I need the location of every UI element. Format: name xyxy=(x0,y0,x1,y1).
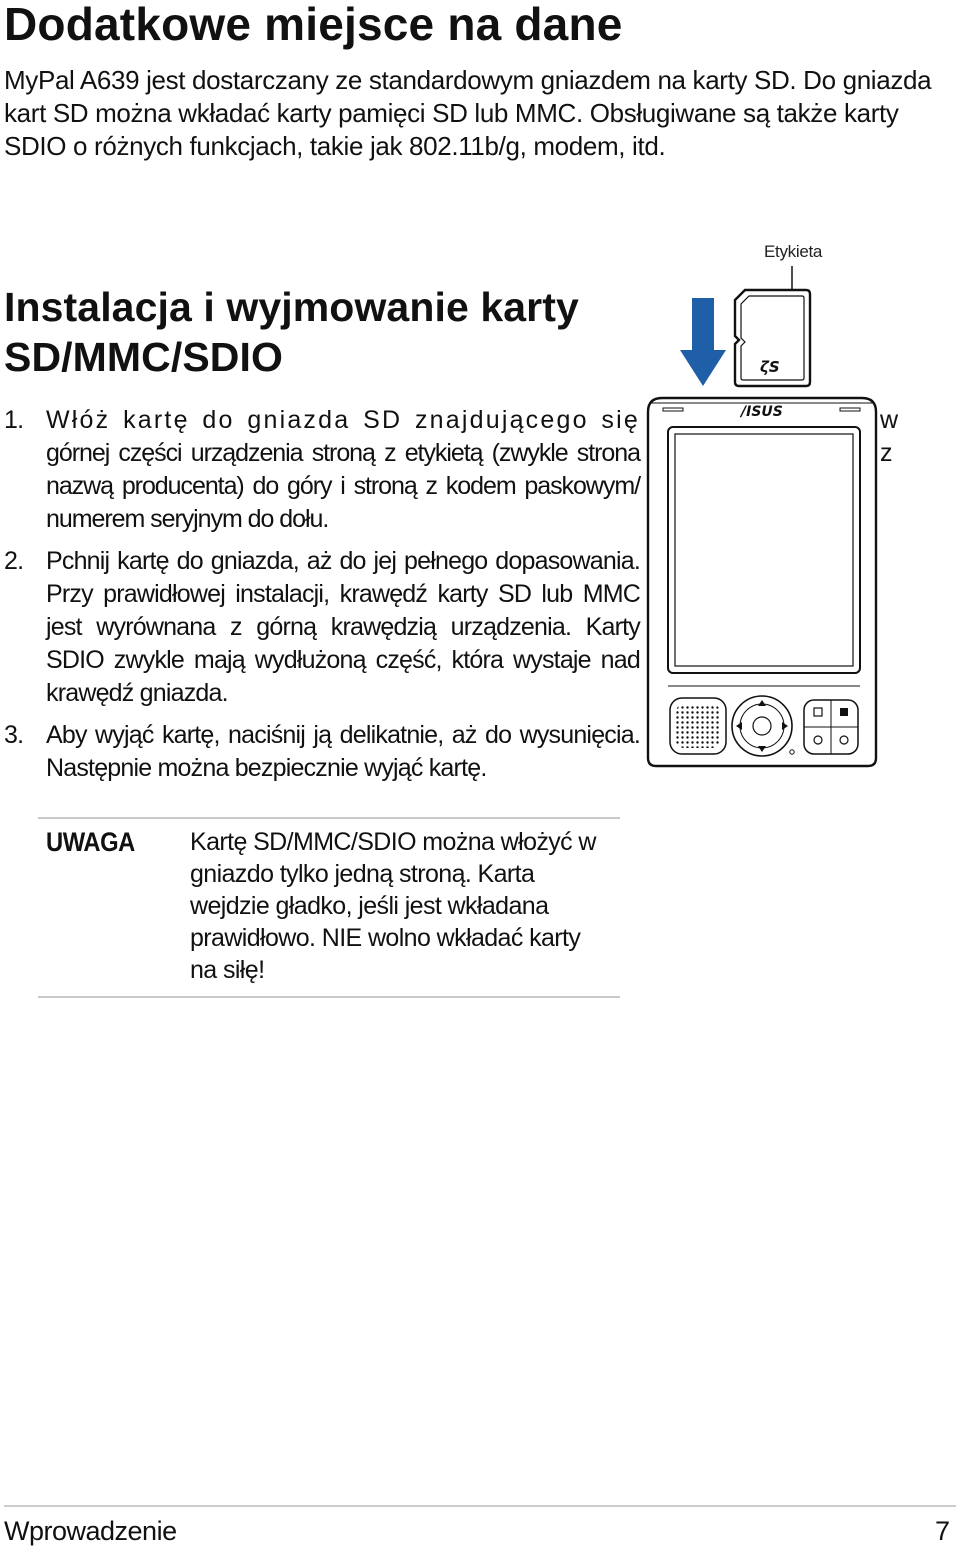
step-number: 3. xyxy=(4,721,24,749)
label-callout: Etykieta xyxy=(764,242,823,261)
note-top-rule xyxy=(38,817,620,819)
section-title: Instalacja i wyjmowanie karty SD/MMC/SDIO xyxy=(4,284,579,380)
note-text: Kartę SD/MMC/SDIO można włożyć w gniazdo tylko jedną stroną. Karta wejdzie gładko, jeśli jest wkładana prawidłowo. NIE wolno wkładać karty na siłę! xyxy=(190,828,596,984)
speaker-grille-icon xyxy=(670,698,726,754)
step-number: 2. xyxy=(4,547,24,575)
footer-page-number: 7 xyxy=(935,1516,951,1546)
navigation-pad-icon xyxy=(732,696,792,756)
insert-arrow-icon xyxy=(680,298,726,386)
hardware-buttons-icon xyxy=(804,700,858,754)
step-text: Aby wyjąć kartę, naciśnij ją delikatnie, aż do wysunięcia. Następnie można bezpiecznie wyjąć kartę. xyxy=(46,721,640,782)
step-text-rest: górnej części urządzenia stroną z etykietą (zwykle strona nazwą producenta) do góry i stroną z kodem paskowym/ numerem seryjnym do dołu. xyxy=(46,439,640,533)
step-item xyxy=(0,404,640,536)
overflow-char-w: w xyxy=(880,406,899,434)
note-label: UWAGA xyxy=(46,827,135,857)
step-text: Pchnij kartę do gniazda, aż do jej pełnego dopasowania. Przy prawidłowej instalacji, krawędź karty SD lub MMC jest wyrównana z górną krawędzią urządzenia. Karty SDIO zwykle mają wydłużoną część, która wystaje nad krawędź gniazda. xyxy=(46,547,640,707)
step-text xyxy=(46,404,640,536)
note-bottom-rule xyxy=(38,996,620,998)
step-text-lead: Włóż kartę do gniazda SD znajdującego się xyxy=(46,406,640,434)
overflow-char-z: z xyxy=(880,439,893,467)
device-illustration xyxy=(640,256,910,776)
sd-card-mark: ζS xyxy=(760,358,780,376)
footer-rule xyxy=(4,1505,956,1507)
page-title: Dodatkowe miejsce na dane xyxy=(4,0,623,50)
intro-paragraph: MyPal A639 jest dostarczany ze standardowym gniazdem na karty SD. Do gniazda kart SD można wkładać karty pamięci SD lub MMC. Obsługiwane są także karty SDIO o różnych funkcjach, takie jak 802.11b/g, modem, itd. xyxy=(4,65,932,161)
footer-section-name: Wprowadzenie xyxy=(4,1516,177,1546)
sd-card-icon xyxy=(735,290,810,386)
pda-device-icon xyxy=(648,398,876,766)
step-number: 1. xyxy=(4,406,24,434)
brand-logo: /ISUS xyxy=(741,404,783,420)
step-item xyxy=(0,719,640,785)
steps-list xyxy=(0,404,640,794)
step-item xyxy=(0,545,640,710)
